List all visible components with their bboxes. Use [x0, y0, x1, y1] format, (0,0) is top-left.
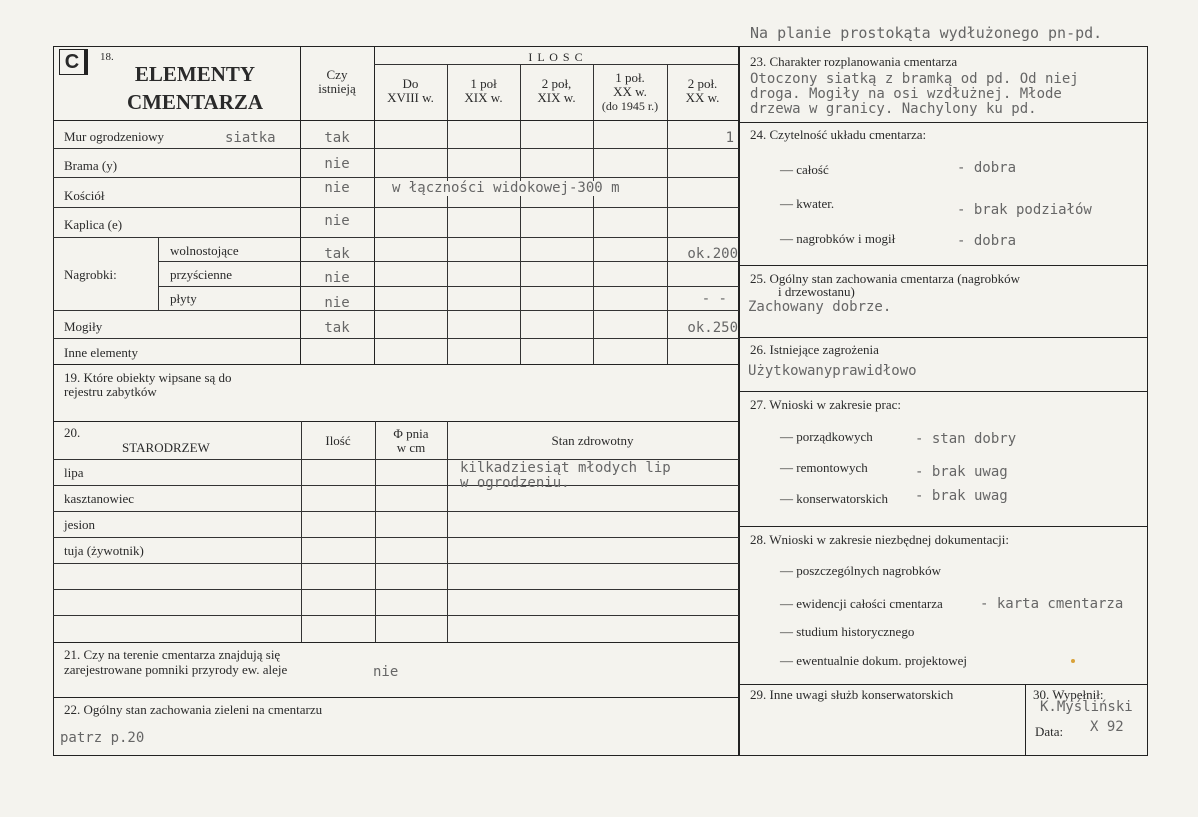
row-mogily-xx2: ok.250	[687, 320, 738, 336]
tree-kasztanowiec: kasztanowiec	[64, 491, 135, 506]
period-1-line1: Do	[402, 76, 419, 91]
row-plyty-label: płyty	[170, 291, 197, 306]
q20-col-pnia-line2: w cm	[396, 440, 426, 455]
q23-label: 23. Charakter rozplanowania cmentarza	[750, 54, 958, 69]
section-title-line2: CMENTARZA	[126, 90, 264, 114]
row-kaplica-label: Kaplica (e)	[64, 217, 123, 232]
q27-item-remontowych-label: — remontowych	[780, 460, 868, 475]
q28-item-studium-label: — studium historycznego	[780, 624, 915, 639]
row-kaplica-czy: nie	[324, 213, 350, 229]
q22-value: patrz p.20	[60, 730, 145, 746]
q20-number: 20.	[64, 425, 81, 440]
period-3-line2: XIX w.	[537, 90, 576, 105]
q27-item-remontowych-value: - brak uwag	[915, 464, 1008, 480]
q19-label-line1: 19. Które obiekty wipsane są do	[64, 370, 232, 385]
period-2-line2: XIX w.	[464, 90, 503, 105]
q26-label: 26. Istniejące zagrożenia	[750, 342, 879, 357]
q20-col-stan: Stan zdrowotny	[551, 433, 634, 448]
q21-label-line2: zarejestrowane pomniki przyrody ew. aleje	[64, 662, 288, 677]
q24-item-kwater-value: - brak podziałów	[957, 202, 1092, 218]
q23-value-line3: drzewa w granicy. Nachylony ku pd.	[750, 101, 1037, 117]
row-brama-label: Brama (y)	[64, 158, 118, 173]
row-mur-czy: tak	[324, 130, 350, 146]
tree-lipa: lipa	[64, 465, 84, 480]
section-letter: C	[64, 51, 80, 73]
row-inne-label: Inne elementy	[64, 345, 138, 360]
q28-item-ewidencji-value: - karta cmentarza	[980, 596, 1124, 612]
q29-label: 29. Inne uwagi służb konserwatorskich	[750, 687, 954, 702]
row-mur-label: Mur ogrodzeniowy	[64, 129, 165, 144]
row-plyty-xx2: - -	[701, 291, 727, 307]
row-mur-xx2: 1	[725, 130, 734, 146]
row-mur-note: siatka	[225, 130, 276, 146]
q24-item-nagrobkow-value: - dobra	[957, 233, 1017, 249]
row-mogily-label: Mogiły	[64, 319, 103, 334]
period-1-line2: XVIII w.	[387, 90, 434, 105]
q28-item-nagrobkow-label: — poszczególnych nagrobków	[780, 563, 942, 578]
orange-mark	[1071, 659, 1075, 663]
q20-note-line1: kilkadziesiąt młodych lip	[460, 460, 671, 476]
q30-date-value: X 92	[1090, 719, 1124, 735]
q22-label: 22. Ogólny stan zachowania zieleni na cmentarzu	[64, 702, 323, 717]
q19-label-line2: rejestru zabytków	[64, 384, 157, 399]
q28-label: 28. Wnioski w zakresie niezbędnej dokumentacji:	[750, 532, 1009, 547]
q27-item-porzadkowych-label: — porządkowych	[780, 429, 873, 444]
q20-col-ilosc: Ilość	[325, 433, 351, 448]
period-3-line1: 2 poł,	[541, 76, 572, 91]
section-letter-box	[59, 49, 85, 75]
row-kosciol-label: Kościół	[64, 188, 105, 203]
kosciol-note: w łączności widokowej-300 m	[392, 180, 620, 196]
q24-item-kwater-label: — kwater.	[780, 196, 835, 211]
row-mogily-czy: tak	[324, 320, 350, 336]
q20-col-pnia-line1: Φ pnia	[393, 426, 429, 441]
q27-label: 27. Wnioski w zakresie prac:	[750, 397, 902, 412]
row-wolnostojace-label: wolnostojące	[170, 243, 239, 258]
q28-item-ewidencji-label: — ewidencji całości cmentarza	[780, 596, 943, 611]
czy-header-line1: Czy	[326, 67, 348, 82]
tree-tuja: tuja (żywotnik)	[64, 543, 144, 558]
row-brama-czy: nie	[324, 156, 350, 172]
q24-item-calosc-label: — całość	[780, 162, 829, 177]
q21-label-line1: 21. Czy na terenie cmentarza znajdują się	[64, 647, 281, 662]
q27-item-porzadkowych-value: - stan dobry	[915, 431, 1017, 447]
top-note: Na planie prostokąta wydłużonego pn-pd.	[750, 24, 1103, 42]
q30-label: 30. Wypełnił:	[1033, 687, 1104, 702]
q27-item-konserwatorskich-value: - brak uwag	[915, 488, 1008, 504]
q23-value-line1: Otoczony siatką z bramką od pd. Od niej	[750, 71, 1079, 87]
q28-item-projektowej-label: — ewentualnie dokum. projektowej	[780, 653, 968, 668]
q25-label-line2: i drzewostanu)	[778, 284, 855, 299]
tree-jesion: jesion	[64, 517, 96, 532]
ilosc-header: I L O S C	[528, 50, 584, 64]
section-title-line1: ELEMENTY	[134, 62, 256, 86]
row-wolnostojace-czy: tak	[324, 246, 350, 262]
q21-value: nie	[373, 664, 399, 680]
q27-item-konserwatorskich-label: — konserwatorskich	[780, 491, 888, 506]
czy-header-line2: istnieją	[318, 81, 356, 96]
period-2-line1: 1 poł	[470, 76, 497, 91]
row-plyty-czy: nie	[324, 295, 350, 311]
q20-title: STARODRZEW	[122, 440, 210, 455]
period-5-line1: 2 poł.	[687, 76, 718, 91]
q24-label: 24. Czytelność układu cmentarza:	[750, 127, 927, 142]
period-5-line2: XX w.	[685, 90, 720, 105]
q25-label-line1: 25. Ogólny stan zachowania cmentarza (nagrobków	[750, 271, 1021, 286]
q24-item-calosc-value: - dobra	[957, 160, 1017, 176]
q30-name: K.Myśliński	[1040, 699, 1133, 715]
row-kosciol-czy: nie	[324, 180, 350, 196]
row-przyscienne-czy: nie	[324, 270, 350, 286]
q26-value: Użytkowanyprawidłowo	[748, 363, 917, 379]
period-4-line2: XX w.	[613, 84, 647, 99]
row-wolnostojace-xx2: ok.200	[687, 246, 738, 262]
q30-date-label: Data:	[1035, 724, 1064, 739]
q23-value-line2: droga. Mogiły na osi wzdłużnej. Młode	[750, 86, 1062, 102]
q24-item-nagrobkow-label: — nagrobków i mogił	[780, 231, 896, 246]
q20-note-line2: w ogrodzeniu.	[460, 475, 570, 491]
period-4-line1: 1 poł.	[615, 70, 645, 85]
q25-value: Zachowany dobrze.	[748, 299, 892, 315]
section-number: 18.	[100, 51, 114, 63]
period-4-line3: (do 1945 r.)	[601, 99, 659, 113]
nagrobki-label: Nagrobki:	[64, 267, 117, 282]
row-przyscienne-label: przyścienne	[170, 267, 233, 282]
